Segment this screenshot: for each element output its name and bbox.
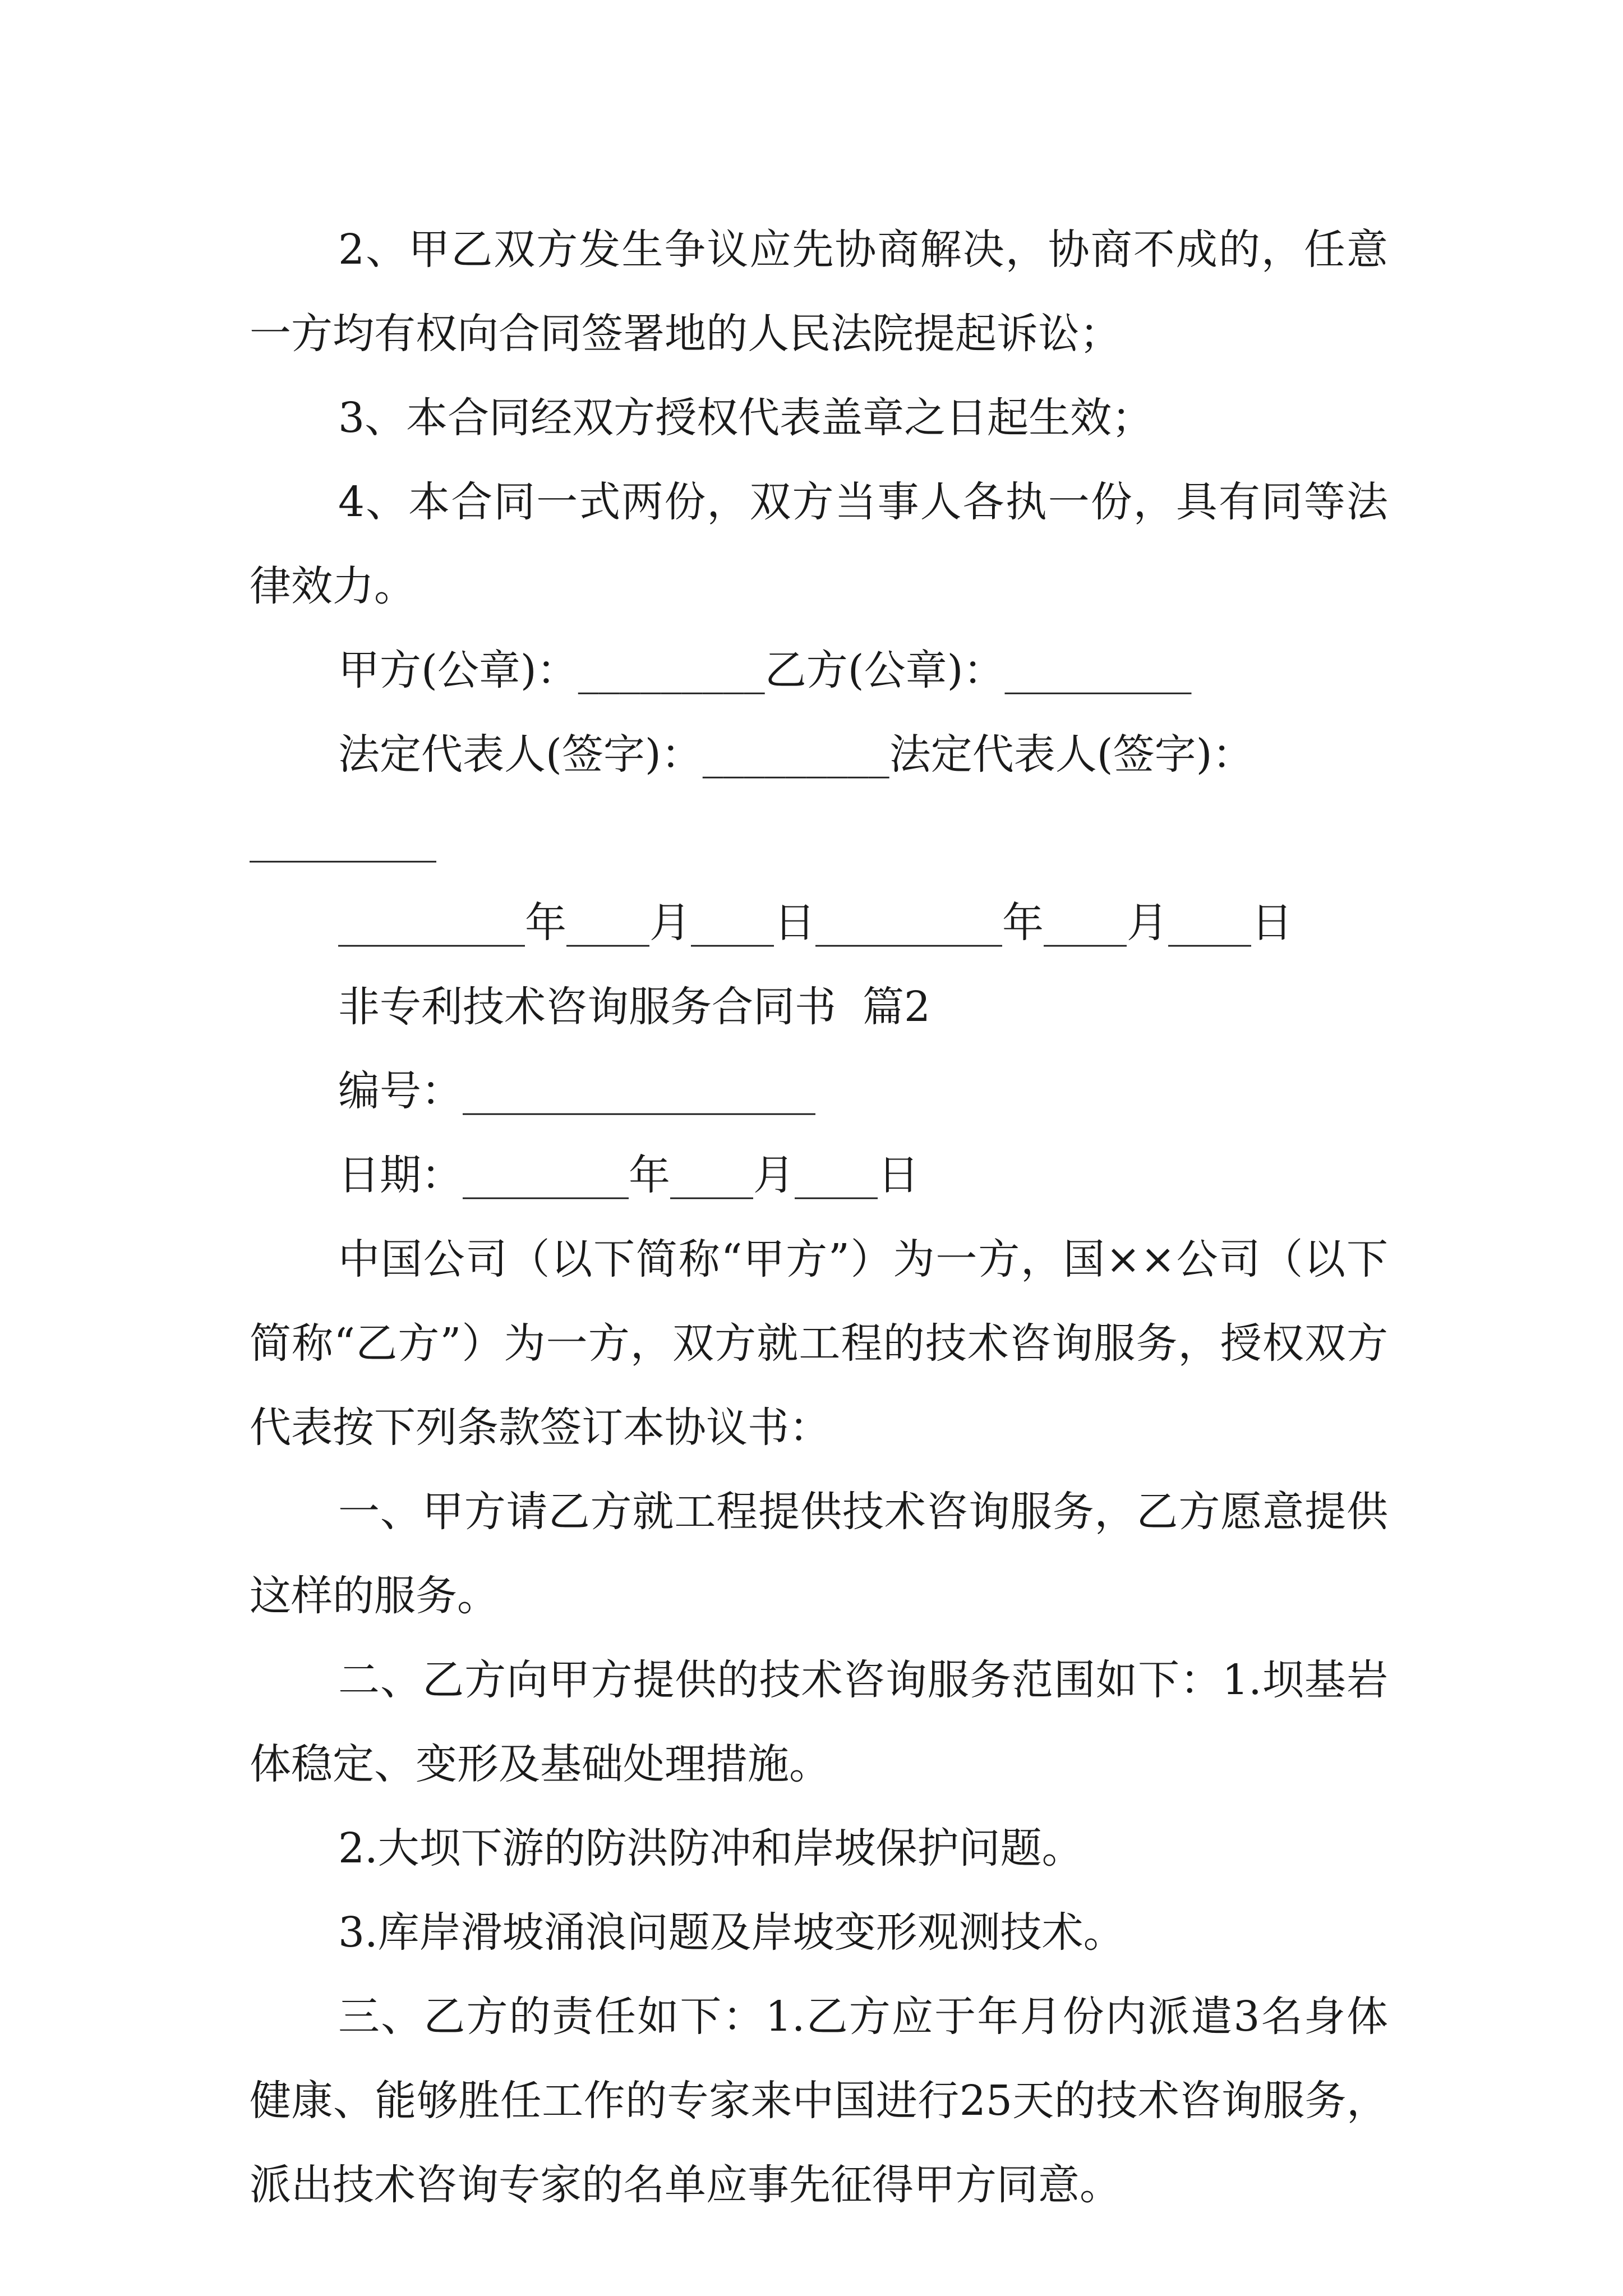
representative-blank: _________ xyxy=(250,815,436,863)
article-three: 三、乙方的责任如下：1.乙方应于年月份内派遣3名身体健康、能够胜任工作的专家来中国进行25天的技术咨询服务，派出技术咨询专家的名单应事先征得甲方同意。 xyxy=(250,1993,1388,2209)
signing-date-line: _________年____月____日_________年____月____日 xyxy=(338,899,1293,947)
clause-dispute: 2、甲乙双方发生争议应先协商解决，协商不成的，任意一方均有权向合同签署地的人民法院提起诉讼； xyxy=(250,226,1388,358)
article-two-item-3: 3.库岸滑坡涌浪问题及岸坡变形观测技术。 xyxy=(338,1908,1125,1957)
contract-number: 编号：_________________ xyxy=(338,1067,815,1115)
article-one: 一、甲方请乙方就工程提供技术咨询服务，乙方愿意提供这样的服务。 xyxy=(250,1488,1388,1620)
clause-effective: 3、本合同经双方授权代表盖章之日起生效； xyxy=(338,394,1154,442)
clause-copies: 4、本合同一式两份，双方当事人各执一份，具有同等法律效力。 xyxy=(250,478,1388,610)
contract-date: 日期：________年____月____日 xyxy=(338,1151,919,1199)
section-title: 非专利技术咨询服务合同书 篇2 xyxy=(338,983,931,1031)
representative-line: 法定代表人(签字)：_________法定代表人(签字)： xyxy=(338,730,1254,779)
document-body xyxy=(250,208,1388,2227)
article-two-item-2: 2.大坝下游的防洪防冲和岸坡保护问题。 xyxy=(338,1824,1083,1872)
article-two: 二、乙方向甲方提供的技术咨询服务范围如下：1.坝基岩体稳定、变形及基础处理措施。 xyxy=(250,1656,1388,1788)
seal-line: 甲方(公章)：_________乙方(公章)：_________ xyxy=(338,646,1192,694)
parties-intro: 中国公司（以下简称“甲方”）为一方，国××公司（以下简称“乙方”）为一方，双方就工程的技术咨询服务，授权双方代表按下列条款签订本协议书： xyxy=(250,1235,1388,1452)
